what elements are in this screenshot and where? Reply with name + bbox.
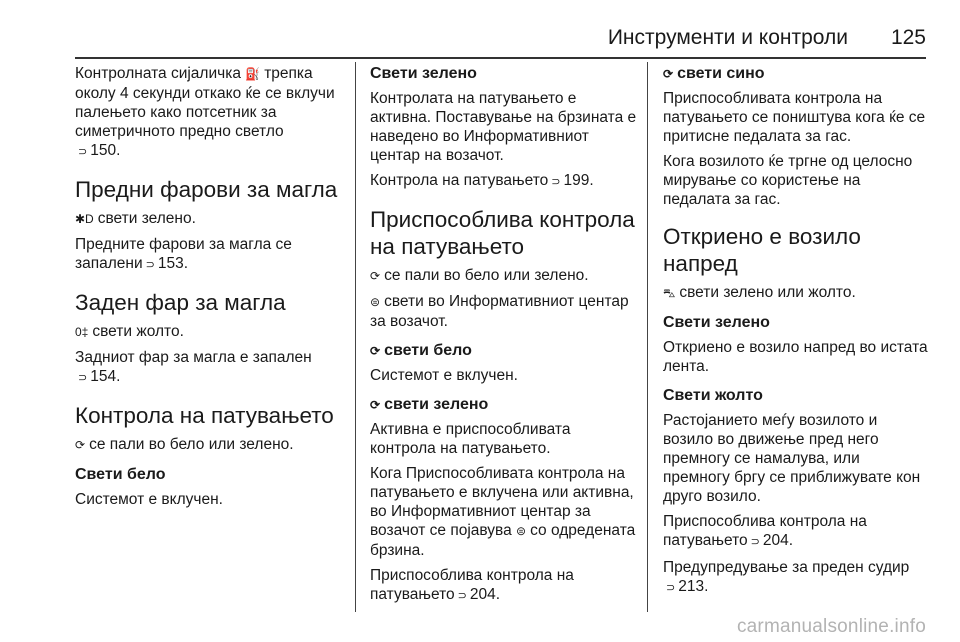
paragraph: ⟳ се пали во бело или зелено. <box>75 436 294 453</box>
vehicle-ahead-icon: ⛍ <box>663 286 676 300</box>
paragraph: Контролната сијаличка ⛽ трепка околу 4 секунди откако ќе се вклучи палењето како потсетник за симетричното предно светло ⊃ 150. <box>75 65 335 159</box>
page-reference[interactable]: 150. <box>90 142 121 159</box>
header-divider <box>75 57 926 59</box>
paragraph: Активна е приспособливата контрола на патувањето. <box>370 421 571 457</box>
section-heading: Предни фарови за магла <box>75 177 338 202</box>
column-divider-1 <box>355 62 356 612</box>
symmetric-light-icon: ⛽ <box>245 67 261 81</box>
section-heading: Откриено е возило напред <box>663 224 861 276</box>
cross-reference-icon: ⊃ <box>457 590 467 602</box>
page-reference[interactable]: 153. <box>157 255 189 272</box>
adaptive-cruise-icon: ⟳ <box>370 398 381 412</box>
column-1 <box>75 64 343 515</box>
paragraph: Контролата на патувањето е активна. Поставување на брзината е наведено во Информативниот центар на возачот. <box>370 90 637 164</box>
page-header <box>0 0 960 60</box>
paragraph: Приспособлива контрола на патувањето ⊃ 204. <box>370 567 574 603</box>
paragraph: Системот е вклучен. <box>75 491 223 508</box>
dic-cruise-icon: ⊜ <box>370 295 381 309</box>
paragraph: Кога Приспособливата контрола на патувањето е вклучена или активна, во Информативниот центар за возачот се појавува ⊜ со одредената брзина. <box>370 465 636 559</box>
paragraph: Предните фарови за магла се запалени ⊃ 153. <box>75 236 292 272</box>
watermark: carmanualsonline.info <box>736 616 926 637</box>
rear-fog-icon: 0‡ <box>75 325 89 339</box>
subsection-heading: ⟳ свети зелено <box>370 396 489 413</box>
adaptive-cruise-icon: ⟳ <box>663 67 674 81</box>
column-divider-2 <box>647 62 648 612</box>
page-reference[interactable]: 213. <box>678 578 709 595</box>
paragraph: ⛍ свети зелено или жолто. <box>663 284 856 301</box>
paragraph: Предупредување за преден судир ⊃ 213. <box>663 559 910 595</box>
paragraph: Контрола на патувањето ⊃ 199. <box>370 172 594 189</box>
paragraph: Приспособлива контрола на патувањето ⊃ 204. <box>663 513 867 549</box>
page-reference[interactable]: 204. <box>762 532 794 549</box>
paragraph: Приспособливата контрола на патувањето се поништува кога ќе се притисне педалата за гас. <box>663 90 926 145</box>
paragraph: ⊜ свети во Информативниот центар за возачот. <box>370 293 629 330</box>
section-heading: Заден фар за магла <box>75 290 286 315</box>
subsection-heading: ⟳ свети сино <box>663 65 765 82</box>
section-heading: Контрола на патувањето <box>75 403 334 428</box>
subsection-heading: Свети зелено <box>370 65 477 82</box>
paragraph: Откриено е возило напред во истата лента. <box>663 339 928 375</box>
paragraph: Системот е вклучен. <box>370 367 518 384</box>
cross-reference-icon: ⊃ <box>750 536 760 548</box>
cross-reference-icon: ⊃ <box>551 176 561 188</box>
adaptive-cruise-icon: ⟳ <box>370 269 381 283</box>
cross-reference-icon: ⊃ <box>78 372 88 384</box>
paragraph: 0‡ свети жолто. <box>75 323 184 340</box>
chapter-title: Инструменти и контроли <box>607 26 848 49</box>
paragraph: ✱D свети зелено. <box>75 210 196 227</box>
paragraph: Растојанието меѓу возилото и возило во движење пред него премногу се намалува, или премногу бргу се приближувате кон друго возило. <box>663 412 921 505</box>
adaptive-cruise-icon: ⟳ <box>370 344 381 358</box>
subsection-heading: Свети зелено <box>663 314 770 331</box>
section-heading: Приспособлива контрола на патувањето <box>370 207 635 259</box>
page-number: 125 <box>890 26 926 49</box>
front-fog-icon: ✱D <box>75 212 94 226</box>
page-reference[interactable]: 154. <box>90 368 121 385</box>
paragraph: ⟳ се пали во бело или зелено. <box>370 267 589 284</box>
subsection-heading: Свети жолто <box>663 387 763 404</box>
paragraph: Задниот фар за магла е запален ⊃ 154. <box>75 349 312 385</box>
subsection-heading: ⟳ свети бело <box>370 342 472 359</box>
column-3 <box>663 64 928 604</box>
cross-reference-icon: ⊃ <box>666 582 676 594</box>
page-reference[interactable]: 204. <box>469 586 501 603</box>
subsection-heading: Свети бело <box>75 466 166 483</box>
cross-reference-icon: ⊃ <box>78 146 88 158</box>
page-reference[interactable]: 199. <box>563 172 594 189</box>
paragraph: Кога возилото ќе тргне од целосно мирување со користење на педалата за гас. <box>663 153 913 208</box>
cross-reference-icon: ⊃ <box>145 259 155 271</box>
dic-cruise-icon: ⊜ <box>516 524 527 538</box>
column-2 <box>370 64 638 612</box>
cruise-control-icon: ⟳ <box>75 438 86 452</box>
